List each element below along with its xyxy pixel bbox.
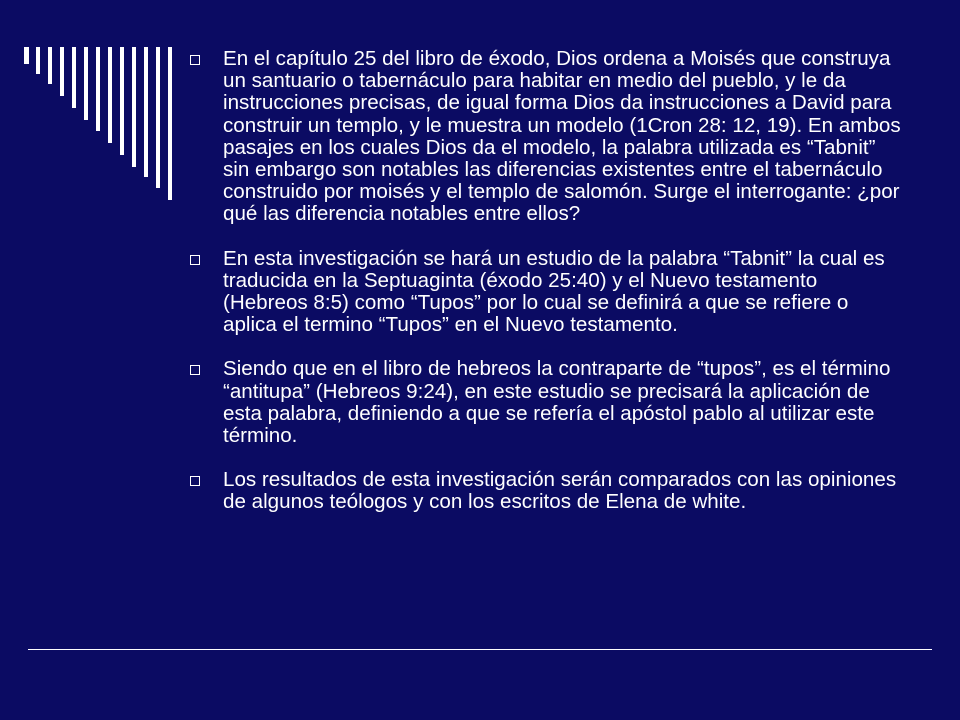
decorative-bar xyxy=(84,47,88,120)
decorative-bar xyxy=(96,47,100,131)
bullet-item xyxy=(186,48,906,226)
decorative-bar xyxy=(168,47,172,200)
decorative-bar xyxy=(108,47,112,143)
bullet-item xyxy=(186,469,906,513)
bullet-text: En el capítulo 25 del libro de éxodo, Dios ordena a Moisés que construya un santuario o tabernáculo para habitar en medio del pueblo, y le da instrucciones precisas, de igual forma Dios da instrucciones a David para construir un templo, y le muestra un modelo (1Cron 28: 12, 19). En ambos pasajes en los cuales Dios da el modelo, la palabra utilizada es “Tabnit” sin embargo son notables las diferencias existentes entre el tabernáculo construido por moisés y el templo de salomón. Surge el interrogante: ¿por qué las diferencia notables entre ellos? xyxy=(223,47,901,226)
decorative-vertical-bars xyxy=(0,0,180,180)
hollow-square-icon xyxy=(190,476,200,486)
hollow-square-icon xyxy=(190,255,200,265)
decorative-bar xyxy=(156,47,160,188)
decorative-bar xyxy=(36,47,40,74)
bullet-list xyxy=(186,48,906,514)
bullet-text: Los resultados de esta investigación serán comparados con las opiniones de algunos teólogos y con los escritos de Elena de white. xyxy=(223,468,897,514)
decorative-bar xyxy=(120,47,124,155)
bullet-item xyxy=(186,358,906,447)
bottom-divider xyxy=(28,649,932,650)
bullet-text: Siendo que en el libro de hebreos la contraparte de “tupos”, es el término “antitupa” (Hebreos 9:24), en este estudio se precisará la aplicación de esta palabra, definiendo a que se refería el apóstol pablo al utilizar este término. xyxy=(223,357,891,448)
hollow-square-icon xyxy=(190,365,200,375)
hollow-square-icon xyxy=(190,55,200,65)
decorative-bar xyxy=(48,47,52,84)
decorative-bar xyxy=(144,47,148,177)
decorative-bar xyxy=(24,47,29,64)
decorative-bar xyxy=(60,47,64,96)
decorative-bar xyxy=(72,47,76,108)
decorative-bar xyxy=(132,47,136,167)
bullet-item xyxy=(186,248,906,337)
bullet-text: En esta investigación se hará un estudio de la palabra “Tabnit” la cual es traducida en la Septuaginta (éxodo 25:40) y el Nuevo testamento (Hebreos 8:5) como “Tupos” por lo cual se definirá a que se refiere o aplica el termino “Tupos” en el Nuevo testamento. xyxy=(223,246,885,337)
